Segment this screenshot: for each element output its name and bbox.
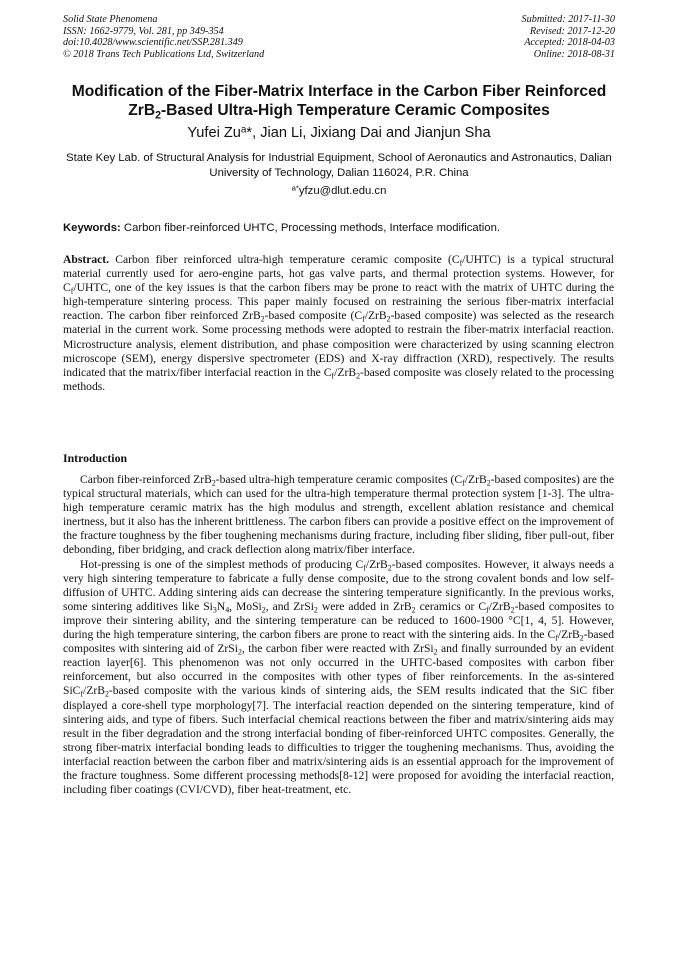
keywords-text: Carbon fiber-reinforced UHTC, Processing methods, Interface modification. [120, 222, 501, 234]
subscript: 2 [411, 605, 416, 615]
paragraph-text: were added in ZrB [317, 599, 412, 613]
abstract-text: -based composite (C [264, 309, 363, 323]
corresponding-mark: * [246, 125, 253, 141]
abstract-text: /UHTC, one of the key issues is that the carbon fibers may be prone to react with the matrix of UHTC during the high-temperature sintering process. This paper mainly focused on restraining the serious fiber-matrix interfacial reaction. The carbon fiber reinforced ZrB [63, 281, 614, 323]
keywords [63, 221, 500, 235]
abstract-text: -based composite) was selected as the research material in the current work. Some processing methods were adopted to restrain the fiber-matrix interfacial reaction. Microstructure analysis, element distribution, and phase composition were characterized by using scanning electron microscope (SEM), energy dispersive spectrometer (EDS) and X-ray diffraction (XRD), respectively. The results indicated that the matrix/fiber interfacial reaction in the C [63, 309, 615, 379]
subscript: f [486, 605, 489, 615]
paragraph-text: -based composites with sintering aid of ZrSi [63, 628, 614, 656]
journal-header-left [63, 14, 264, 60]
title-text: ZrB [128, 102, 156, 119]
paragraph [63, 558, 614, 798]
paragraph-text: /ZrB [557, 628, 580, 642]
subscript: f [363, 563, 366, 573]
journal-header-right [522, 14, 615, 60]
journal-copyright: © 2018 Trans Tech Publications Ltd, Switzerland [63, 48, 265, 60]
abstract-text: /UHTC) is a typical structural material currently used for aero-engine parts, hot gas valve parts, and thermal protection systems. However, for C [63, 253, 614, 295]
paragraph-text: /ZrB [464, 473, 487, 486]
subscript: f [80, 689, 84, 699]
introduction-body [63, 473, 614, 797]
subscript: 2 [313, 605, 318, 615]
paragraph [63, 473, 614, 558]
paragraph-text: -based ultra-high temperature ceramic composites (C [215, 473, 463, 486]
journal-issn: ISSN: 1662-9779, Vol. 281, pp 349-354 [63, 25, 224, 37]
subscript: 2 [104, 689, 109, 699]
paragraph-text: , and ZrSi [265, 599, 314, 613]
subscript: f [331, 371, 335, 381]
subscript: f [555, 633, 558, 643]
author-name: Yufei Zu [187, 125, 241, 141]
email-address[interactable]: yfzu@dlut.edu.cn [298, 185, 387, 197]
subscript: 2 [155, 109, 161, 122]
title-line-1: Modification of the Fiber-Matrix Interface in the Carbon Fiber Reinforced [71, 83, 607, 100]
subscript: f [70, 286, 74, 296]
subscript: 2 [237, 647, 242, 657]
paragraph-text: ceramics or C [415, 599, 487, 613]
paragraph-text: and finally surrounded by an evident reaction layer[6]. This phenomenon was not only occurred in the UHTC-based composites with carbon fiber reinforcement, but also occurred in the composites with other types of fiber reinforcements. In the as-sintered SiC [63, 642, 614, 698]
affiliation-mark: a [240, 124, 247, 136]
subscript: 2 [510, 605, 515, 615]
affiliation: State Key Lab. of Structural Analysis for Industrial Equipment, School of Aeronautics and Astronautics, Dalian University of Technology, Dalian 116024, P.R. China [66, 152, 612, 179]
subscript: 2 [387, 563, 392, 573]
paragraph-text: -based composites to improve their sintering ability, and the sintering temperature can be reduced to 1600-1900 °C[1, 4, 5]. However, during the high temperature sintering, the carbon fibers are prone to react with the sintering aids. In the C [63, 599, 614, 642]
subscript: 2 [433, 647, 438, 657]
paragraph-text: Carbon fiber-reinforced ZrB [80, 473, 212, 486]
paragraph-text: Hot-pressing is one of the simplest methods of producing C [80, 557, 364, 571]
date-online: Online: 2018-08-31 [533, 48, 615, 60]
subscript: 2 [211, 478, 216, 488]
subscript: 2 [579, 633, 584, 643]
paragraph-text: -based composites) are the typical structural materials, which can used for the ultra-high temperature thermal protection system [1-3]. The ultra-high temperature ceramic matrix has the high modulus and strength, excellent ablation resistance and chemical inertness, but it also has the inherent brittleness. The carbon fibers can provide a positive effect on the improvement of the fracture toughness by the fiber toughening mechanisms during fracture, including fiber sliding, fiber pull-out, fiber debonding, fiber bridging, and crack deflection along matrix/fiber interface. [63, 473, 615, 557]
title-line-2 [40, 101, 638, 120]
subscript: 4 [225, 605, 230, 615]
keywords-label: Keywords: [63, 222, 121, 234]
paragraph-text: , MoSi [229, 599, 262, 613]
author-names: , Jian Li, Jixiang Dai and Jianjun Sha [252, 125, 491, 141]
paragraph-text: /ZrB [83, 684, 105, 698]
abstract-label: Abstract. [63, 253, 110, 266]
subscript: f [362, 314, 365, 324]
author-list [40, 124, 638, 142]
abstract-text: /ZrB [364, 309, 387, 323]
email-mark: a* [291, 183, 299, 193]
subscript: 3 [212, 605, 217, 615]
paragraph-text: -based composites. However, it always needs a very high sintering temperature to fabricate a fully dense composite, due to the strong covalent bonds and low self-diffusion of UHTC. Adding sintering aids can decrease the sintering temperature significantly. In the previous works, some sintering additives like Si [63, 557, 614, 613]
journal-doi: doi:10.4028/www.scientific.net/SSP.281.349 [63, 37, 243, 49]
paragraph-text: /ZrB [365, 557, 388, 571]
subscript: f [459, 258, 463, 268]
abstract-text: Carbon fiber reinforced ultra-high temperature ceramic composite (C [109, 253, 460, 266]
subscript: 2 [356, 371, 360, 381]
author-email [40, 184, 638, 198]
subscript: 2 [261, 605, 266, 615]
subscript: 2 [386, 314, 391, 324]
subscript: f [462, 478, 465, 488]
paragraph-text: /ZrB [488, 599, 511, 613]
paragraph-text: N [216, 599, 226, 613]
abstract [63, 253, 614, 394]
abstract-text: /ZrB [334, 365, 357, 379]
section-heading-introduction: Introduction [63, 451, 128, 465]
date-revised: Revised: 2017-12-20 [529, 25, 615, 37]
date-submitted: Submitted: 2017-11-30 [521, 14, 615, 25]
abstract-text: -based composite was closely related to the processing methods. [63, 365, 614, 393]
subscript: 2 [260, 314, 265, 324]
date-accepted: Accepted: 2018-04-03 [524, 37, 615, 49]
subscript: 2 [486, 478, 491, 488]
paragraph-text: -based composite with the various kinds of sintering aids, the SEM results indicated that the SiC fiber displayed a core-shell type morphology[7]. The interfacial reaction depended on the sintering temperature, kind of sintering aids, and type of fibers. Such interfacial chemical reactions between the fiber and matrix/sintering aids may result in the fiber degradation and the strong interfacial bonding of fiber-reinforced UHTC composites. Generally, the strong fiber-matrix interfacial bonding leads to difficulties to trigger the toughening mechanisms. Thus, avoiding the interfacial reaction between the carbon fiber and matrix/sintering aids is an essential approach for the improvement of the fracture toughness. Some different processing methods[8-12] were proposed for avoiding the interfacial reaction, including fiber coatings (CVI/CVD), fiber heat-treatment, etc. [63, 684, 614, 797]
paper-title [40, 82, 638, 120]
paragraph-text: , the carbon fiber were reacted with ZrSi [241, 642, 434, 656]
title-text: -Based Ultra-High Temperature Ceramic Composites [160, 102, 550, 119]
journal-name: Solid State Phenomena [63, 14, 158, 25]
